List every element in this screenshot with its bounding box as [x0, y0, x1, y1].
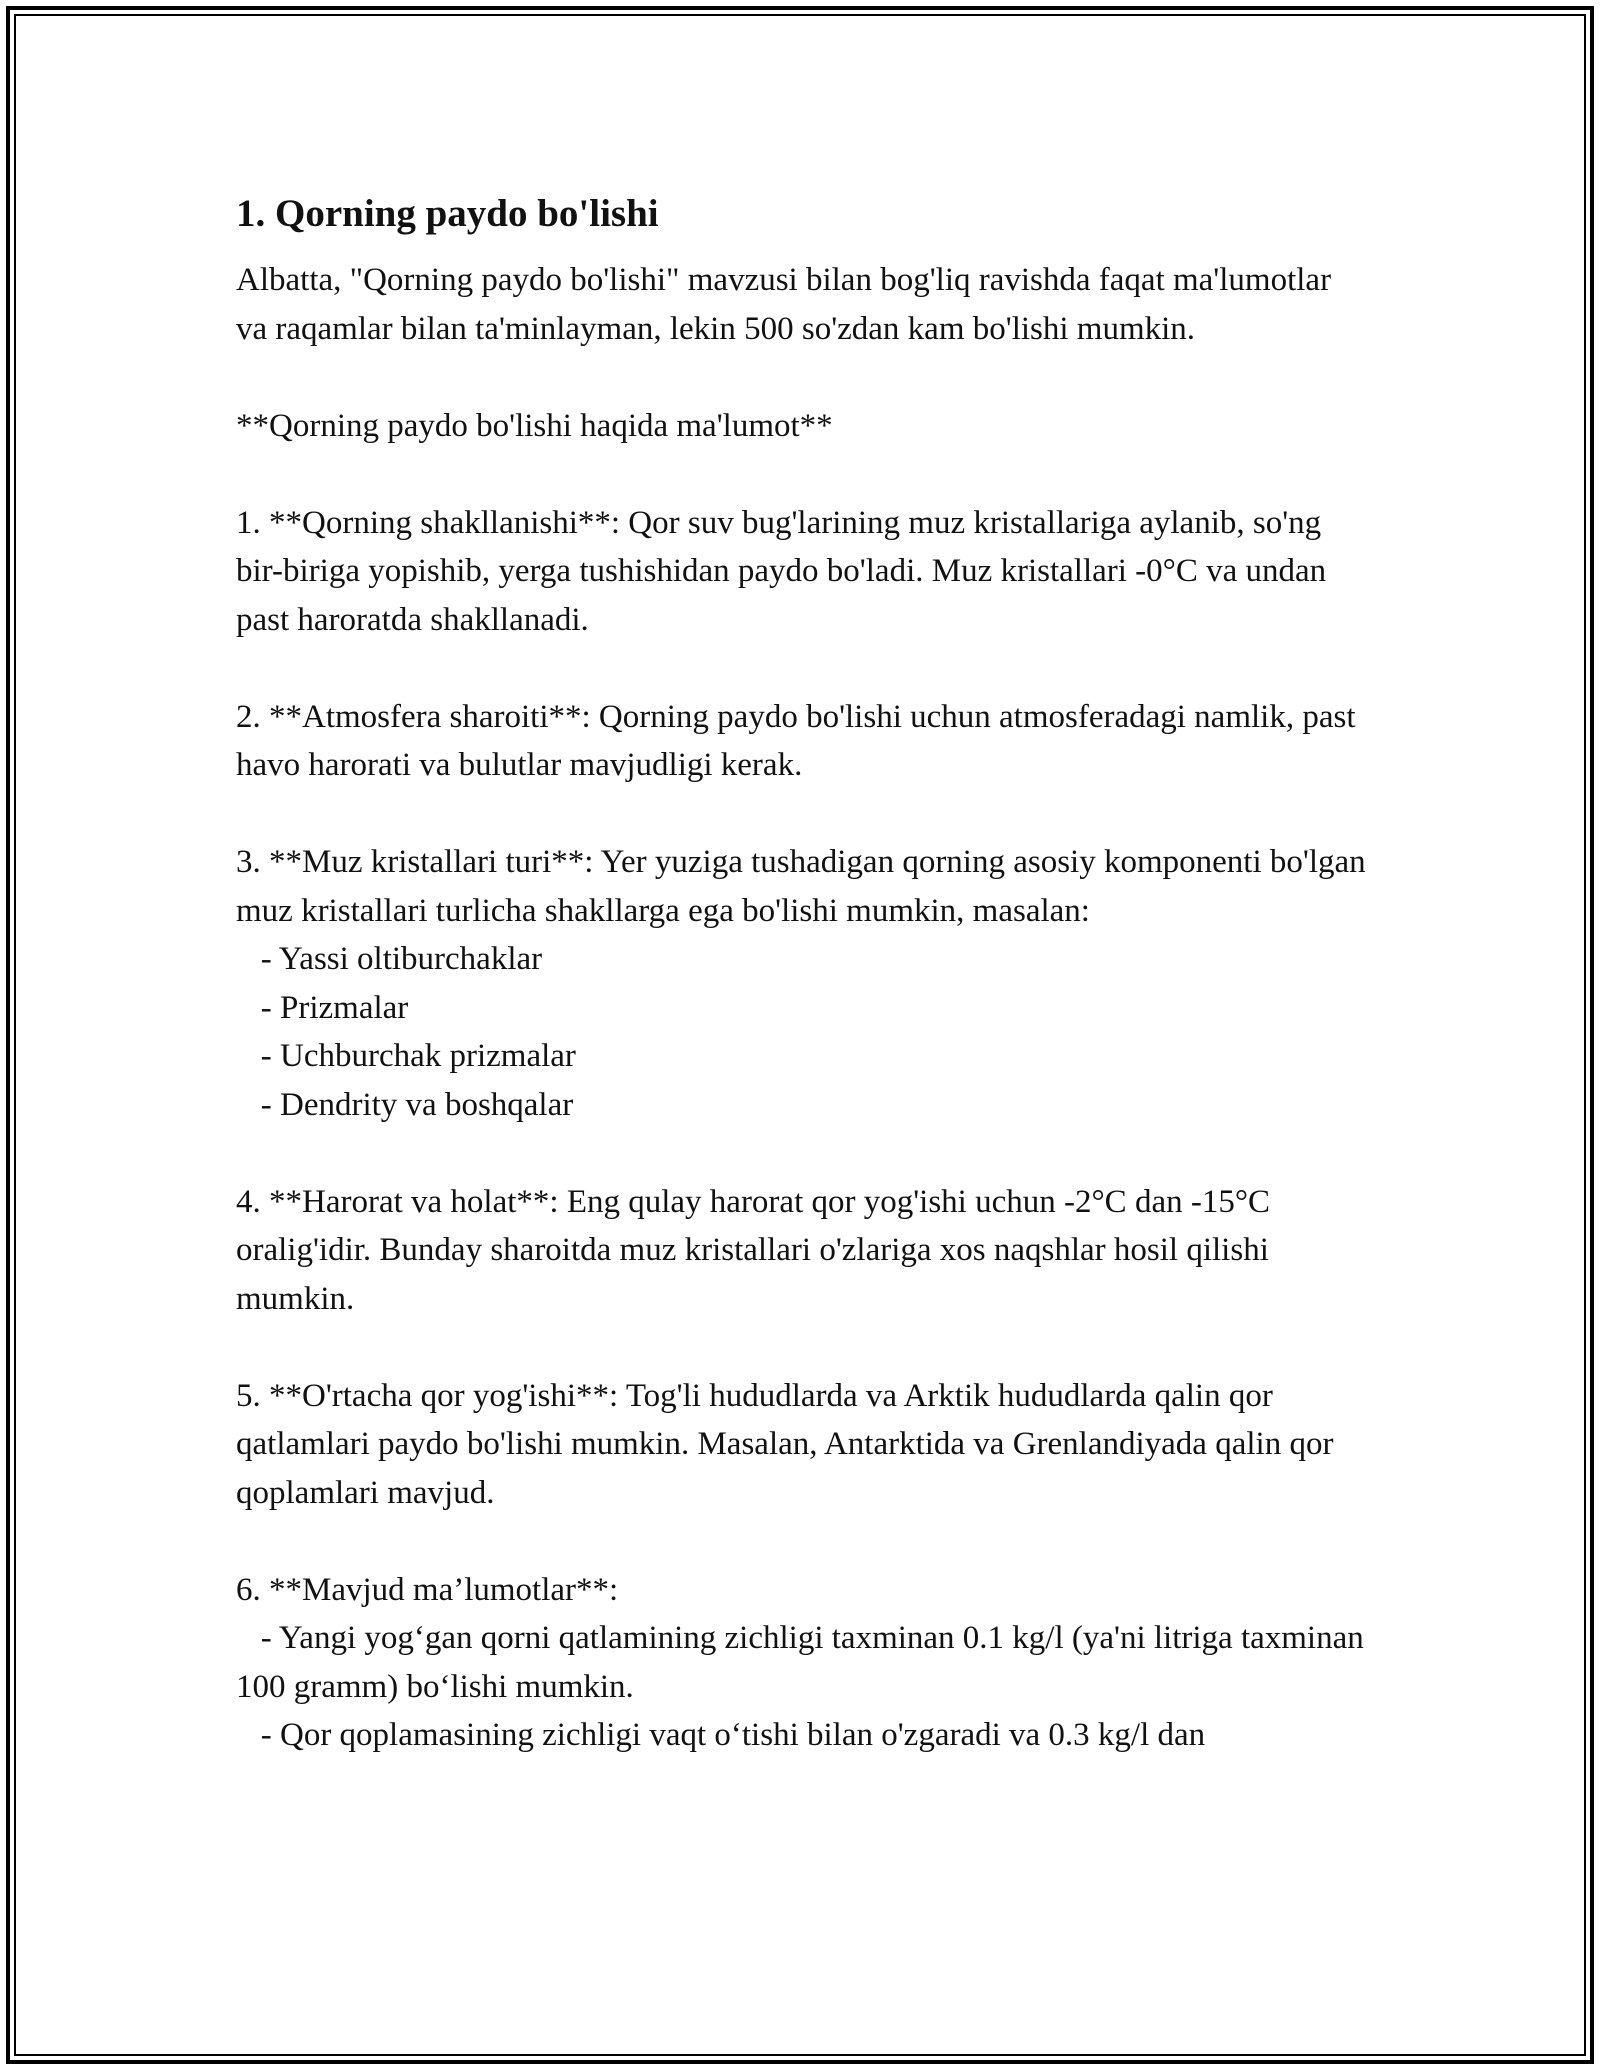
document-heading: 1. Qorning paydo bo'lishi — [236, 192, 659, 235]
list-item-2: 2. **Atmosfera sharoiti**: Qorning paydo bo'lishi uchun atmosferadagi namlik, past havo harorati va bulutlar mavjudligi kerak. — [236, 698, 1364, 783]
list-item-6: 6. **Mavjud ma’lumotlar**: - Yangi yog‘gan qorni qatlamining zichligi taxminan 0.1 kg/l (ya'ni litriga taxminan 100 gramm) bo‘lishi mumkin. - Qor qoplamasining zichligi vaqt o‘tishi bilan o'zgaradi va 0.3 kg/l dan — [236, 1571, 1364, 1753]
paragraph-gap — [236, 450, 1366, 499]
list-item-4: 4. **Harorat va holat**: Eng qulay harorat qor yog'ishi uchun -2°C dan -15°C oralig'idir. Bunday sharoitda muz kristallari o'zlariga xos naqshlar hosil qilishi mumkin. — [236, 1183, 1279, 1317]
paragraph-gap — [236, 644, 1366, 693]
paragraph-gap — [236, 1129, 1366, 1178]
paragraph-gap — [236, 1323, 1366, 1372]
list-item-3: 3. **Muz kristallari turi**: Yer yuziga tushadigan qorning asosiy komponenti bo'lgan muz kristallari turlicha shakllarga ega bo'lishi mumkin, masalan: - Yassi oltiburchaklar - Prizmalar - Uchburchak prizmalar - Dendrity va boshqalar — [236, 844, 1366, 1123]
subheading-paragraph: **Qorning paydo bo'lishi haqida ma'lumot** — [236, 407, 833, 444]
list-item-1: 1. **Qorning shakllanishi**: Qor suv bug'larining muz kristallariga aylanib, so'ng bir-biriga yopishib, yerga tushishidan paydo bo'ladi. Muz kristallari -0°C va undan past haroratda shakllanadi. — [236, 504, 1335, 638]
paragraph-gap — [236, 1517, 1366, 1566]
intro-paragraph: Albatta, "Qorning paydo bo'lishi" mavzusi bilan bog'liq ravishda faqat ma'lumotlar va raqamlar bilan ta'minlayman, lekin 500 so'zdan kam bo'lishi mumkin. — [236, 262, 1340, 347]
list-item-5: 5. **O'rtacha qor yog'ishi**: Tog'li hududlarda va Arktik hududlarda qalin qor qatlamlari paydo bo'lishi mumkin. Masalan, Antarktida va Grenlandiyada qalin qor qoplamlari mavjud. — [236, 1377, 1342, 1511]
paragraph-gap — [236, 790, 1366, 839]
paragraph-gap — [236, 353, 1366, 402]
document-page — [236, 188, 1366, 1760]
